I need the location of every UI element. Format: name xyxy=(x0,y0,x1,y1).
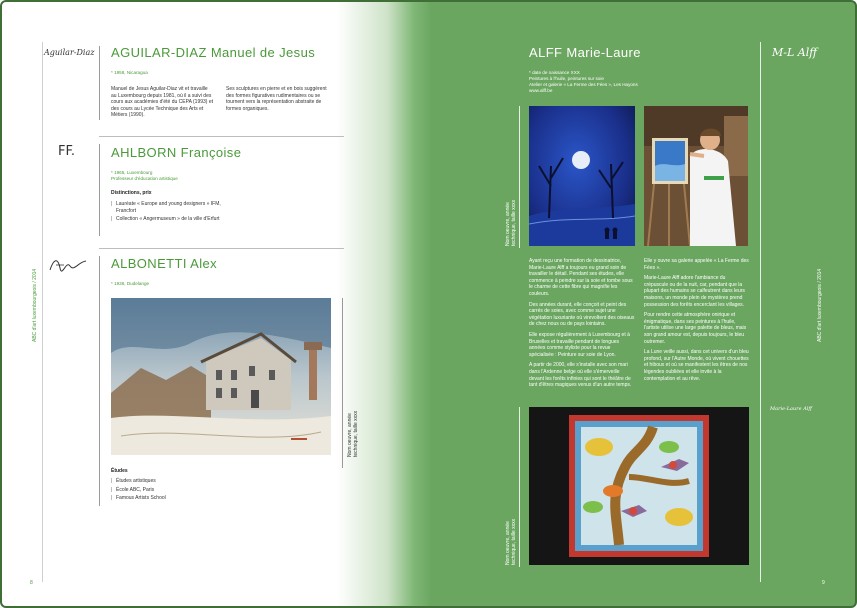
albonetti-painting xyxy=(111,298,331,455)
alff-caption2-title: Nom oeuvre, année xyxy=(505,521,511,565)
aguilar-bio-col1: Manuel de Jesus Aguilar-Diaz vit et travaille au Luxembourg depuis 1981, où il a suivi des cours aux académies d'été du CEPA (1993) et des cours au Lycée Technique des Arts et Métiers (1990). xyxy=(111,86,214,119)
ahlborn-section-title: Distinctions, prix xyxy=(111,190,152,196)
alff-meta-technique: Peintures à l'huile, peintures sur soie xyxy=(529,76,604,81)
alff-meta-gallery: Atelier et galerie « La Ferme des Fées », Les Hayons xyxy=(529,82,638,87)
alff-caption1-tech: technique, taille xxxx xyxy=(511,199,517,246)
alff-caption1-title: Nom oeuvre, année xyxy=(505,202,511,246)
left-page-number: 8 xyxy=(30,580,33,586)
ahlborn-meta-job: Professeur d'éducation artistique xyxy=(111,176,178,181)
list-item: | Lauréate « Europe and young designers » IFM, Francfort xyxy=(111,201,221,214)
aguilar-signature: Aguilar-Diaz xyxy=(44,48,95,57)
right-page-number: 9 xyxy=(822,580,825,586)
alff-meta-birth: * date de naissance XXX xyxy=(529,70,580,75)
albonetti-caption-title: Nom oeuvre, année xyxy=(347,413,353,457)
alff-artist-photo xyxy=(644,106,748,246)
aguilar-bio-col2: Ses sculptures en pierre et en bois suggèrent des formes figuratives rudimentaires ou se tournent vers la représentation abstraite de formes organiques. xyxy=(226,86,327,112)
list-item: | Famous Artists School xyxy=(111,495,231,502)
aguilar-name: AGUILAR-DIAZ Manuel de Jesus xyxy=(111,45,316,60)
alff-signature-side: Marie-Laure Alff xyxy=(770,406,812,412)
list-item: | Collection « Angermuseum » de la ville d'Erfurt xyxy=(111,216,221,223)
alff-caption2-tech: technique, taille xxxx xyxy=(511,518,517,565)
alff-meta-website[interactable]: www.alff.be xyxy=(529,88,553,93)
alff-bio-p6: Marie-Laure Alff adore l'ambiance du crépuscule ou de la nuit, car, pendant que la plupart des humains se calfeutrent dans leurs maisons, un monde plein de mystères prend possession des forêts encerclant les villages. xyxy=(644,275,745,308)
alff-bio-col1 xyxy=(529,258,635,393)
alff-caption-rule-bottom xyxy=(519,407,520,567)
alff-moon-painting xyxy=(529,106,635,246)
alff-bio-p3: Elle expose régulièrement à Luxembourg et à Bruxelles et travaille pendant de longues années comme styliste pour la revue spécialisée : Peinture sur soie de Lyon. xyxy=(529,331,630,358)
aguilar-separator xyxy=(99,136,344,137)
left-running-title: ABC d'art luxembourgeois / 2014 xyxy=(32,268,38,342)
alff-bio-p4: A partir de 2000, elle s'installe avec son mari dans l'Ardenne belge où elle s'émerveille devant les forêts infinies qui sont le théâtre de tant d'êtres magiques venus d'un autre temps. xyxy=(529,362,632,389)
aguilar-divider xyxy=(99,46,100,120)
ahlborn-meta-birth: * 1965, Luxembourg xyxy=(111,170,153,175)
albonetti-caption-tech: technique, taille xxxx xyxy=(353,410,359,457)
right-running-title: ABC d'art luxembourgeois / 2014 xyxy=(817,268,823,342)
albonetti-divider xyxy=(99,256,100,506)
alff-name: ALFF Marie-Laure xyxy=(529,45,641,60)
albonetti-studies-list xyxy=(111,478,231,504)
list-item: | Études artistiques xyxy=(111,478,231,485)
alff-bio-p2: Des années durant, elle conçoit et peint des carrés de soies, avec comme sujet une végétation luxuriante où virevoltent des oiseaux de chez nous ou de pays lointains. xyxy=(529,301,635,328)
alff-bio-col2 xyxy=(644,258,750,386)
albonetti-name: ALBONETTI Alex xyxy=(111,256,218,271)
ahlborn-divider xyxy=(99,144,100,236)
alff-bio-p8: La Lune veille aussi, dans cet univers d'un bleu profond, sur l'Autre Monde, où vivent chouettes et hiboux et où se manifestent les êtres de nos légendes oubliées et elle invite à la contemplation et au rêve. xyxy=(644,349,749,382)
alff-bio-p5: Elle y ouvre sa galerie appelée « La Ferme des Fées ». xyxy=(644,258,749,271)
aguilar-meta: * 1958, Nicaragua xyxy=(111,70,148,75)
alff-bio-p1: Ayant reçu une formation de dessinatrice, Marie-Laure Alff a toujours eu grand soin de travailler le détail. Pendant ses études, elle commence à peindre sur la soie et tombe sous le charme de cette fibre qui magnifie les couleurs. xyxy=(529,258,633,297)
ahlborn-separator xyxy=(99,248,344,249)
ahlborn-name: AHLBORN Françoise xyxy=(111,145,242,160)
ahlborn-signature: FF. xyxy=(58,144,75,159)
ahlborn-distinctions-list xyxy=(111,201,221,225)
alff-caption-rule-top xyxy=(519,106,520,248)
alff-bio-p7: Pour rendre cette atmosphère onirique et énigmatique, dans ses peintures à l'huile, l'artiste utilise une large palette de bleus, mais son grand amour est, depuis toujours, le bleu outremer. xyxy=(644,312,747,345)
right-margin-rule xyxy=(760,42,761,582)
alff-meta xyxy=(529,70,638,94)
alff-signature-top: M-L Alff xyxy=(772,46,818,59)
list-item: | École ABC, Paris xyxy=(111,487,231,494)
alff-bird-painting xyxy=(529,407,749,565)
albonetti-meta: * 1936, Dudelange xyxy=(111,281,150,286)
albonetti-section-title: Études xyxy=(111,468,128,474)
albonetti-signature xyxy=(48,256,88,274)
left-margin-rule xyxy=(42,42,43,582)
albonetti-caption-rule xyxy=(342,298,343,468)
